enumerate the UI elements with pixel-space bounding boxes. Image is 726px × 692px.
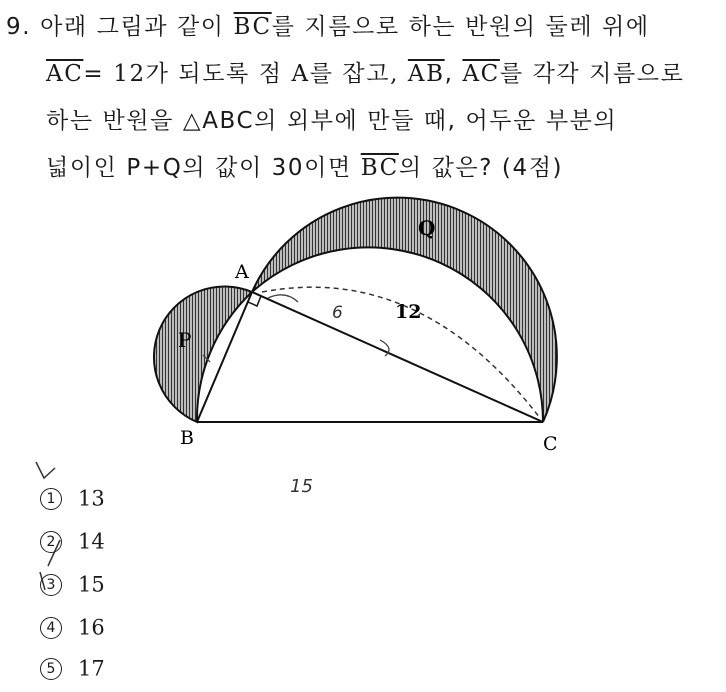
label-a: A (235, 261, 249, 283)
question-text-2c: 를 각각 지름으로 (499, 61, 685, 87)
choice-number-5: 5 (40, 658, 62, 680)
label-p: P (178, 328, 192, 352)
shaded-region-p (154, 286, 252, 422)
segment-bc: $\overline{BC}$ (233, 14, 272, 40)
question-text-3: 하는 반원을 △ABC의 외부에 만들 때, 어두운 부분의 (46, 108, 618, 134)
choice-value-3: 15 (78, 572, 105, 597)
choice-value-2: 14 (78, 529, 105, 554)
question-text-4a: 넓이인 P+Q의 값이 30이면 (46, 155, 361, 181)
choice-1[interactable] (40, 485, 105, 511)
choice-value-5: 17 (78, 656, 105, 681)
question-text-1a: 아래 그림과 같이 (40, 14, 234, 40)
choice-number-4: 4 (40, 617, 62, 639)
label-12: 12 (395, 301, 422, 323)
choice-number-3: 3 (40, 574, 62, 596)
question-text-2a: = 12가 되도록 점 A를 잡고, (83, 61, 408, 87)
segment-ac-2: $\overline{AC}$ (462, 61, 500, 87)
handwritten-6: 6 (332, 303, 343, 323)
choice-value-1: 13 (78, 486, 105, 511)
question-text-1b: 를 지름으로 하는 반원의 둘레 위에 (271, 14, 650, 40)
choice-number-2: 2 (40, 531, 62, 553)
choice-number-1: 1 (40, 488, 62, 510)
segment-ab: $\overline{AB}$ (407, 61, 445, 87)
question-number: 9. (6, 14, 32, 40)
question-text-2b: , (444, 61, 463, 87)
pencil-tick-mark (380, 340, 389, 356)
choice-4[interactable] (40, 614, 105, 640)
check-mark-1 (36, 462, 55, 478)
choice-2[interactable] (40, 528, 105, 554)
handwritten-15: 15 (290, 476, 313, 497)
segment-bc-2: $\overline{BC}$ (360, 155, 399, 181)
choice-3[interactable] (40, 571, 105, 597)
label-c: C (543, 433, 558, 455)
choice-5[interactable] (40, 655, 105, 681)
label-q: Q (418, 216, 436, 240)
question-text-4b: 의 값은? (4점) (398, 155, 564, 181)
label-b: B (180, 427, 194, 449)
choice-value-4: 16 (78, 615, 105, 640)
segment-ac: $\overline{AC}$ (46, 61, 84, 87)
